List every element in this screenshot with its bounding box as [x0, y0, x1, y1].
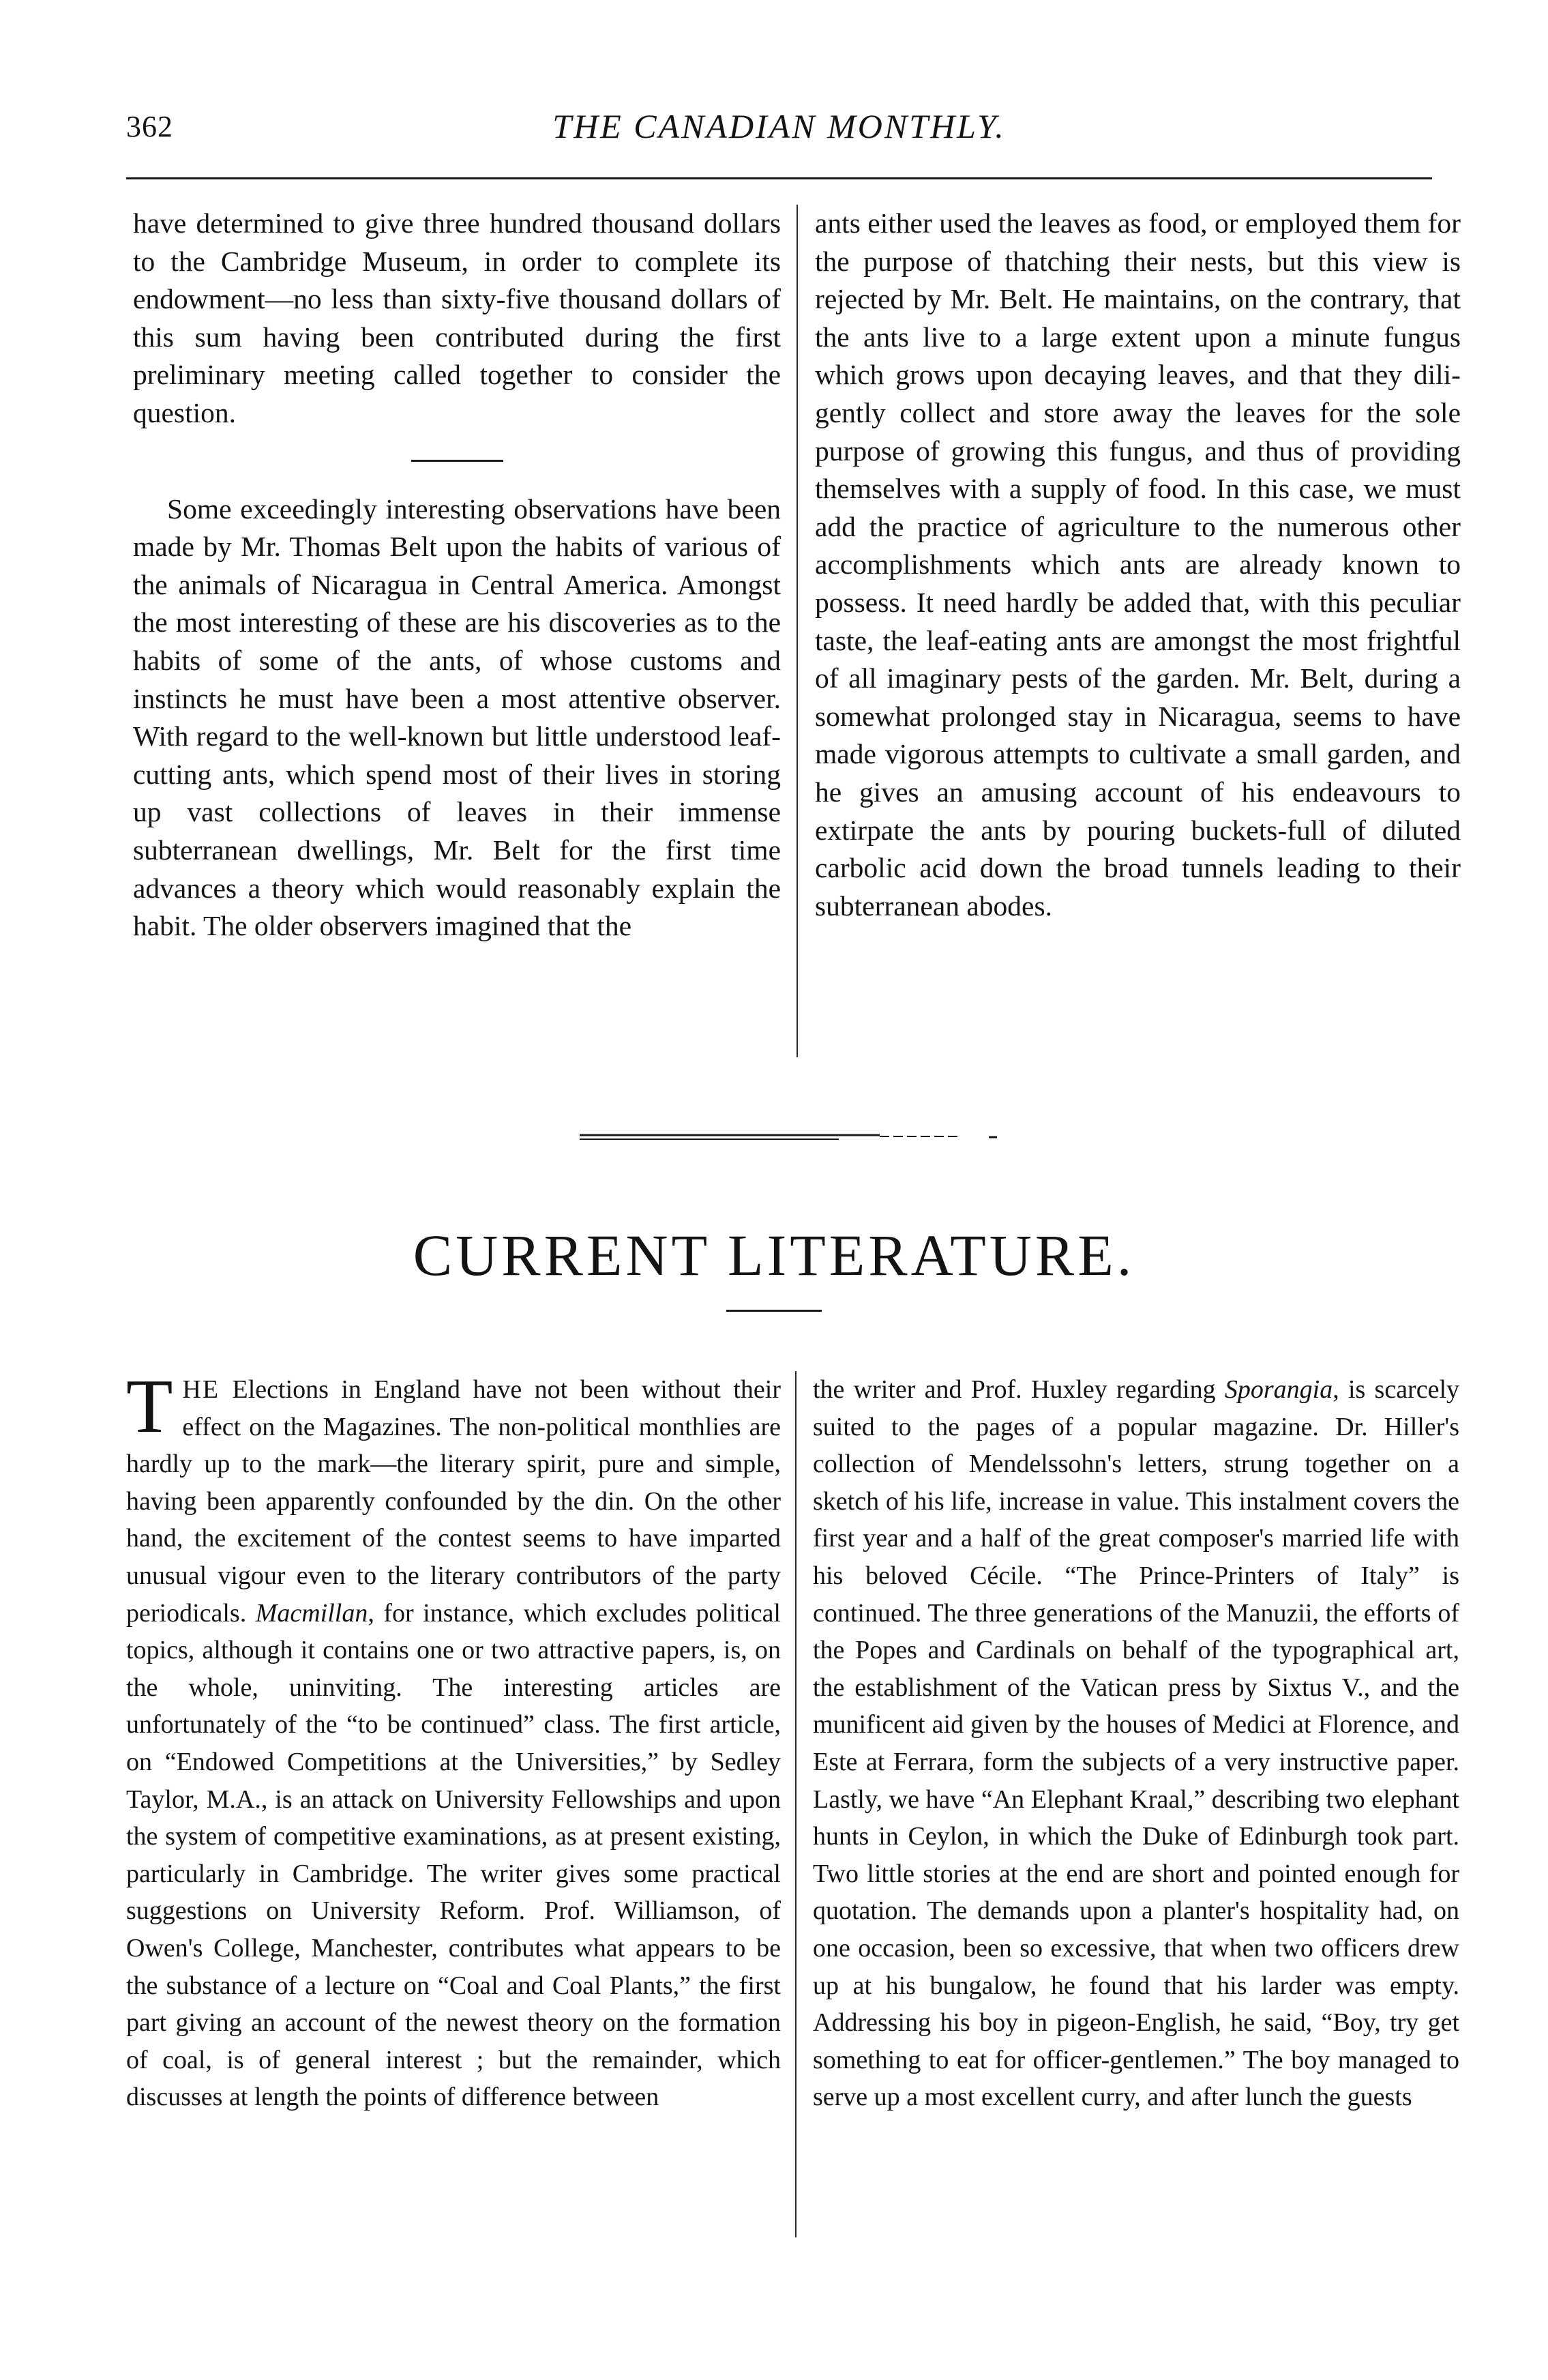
header-rule [126, 177, 1432, 179]
page-number: 362 [126, 110, 173, 143]
macmillan-title: Macmillan [255, 1598, 368, 1628]
huxley-paragraph [813, 1371, 1459, 2116]
bottom-left-column [126, 1364, 781, 2116]
paragraph-separator-rule [411, 460, 503, 462]
elections-paragraph [126, 1364, 781, 2116]
drop-cap: T [126, 1364, 173, 1449]
running-head [126, 102, 1432, 150]
bottom-right-column [813, 1371, 1459, 2116]
top-column-divider [797, 205, 798, 1057]
elections-text-b: , for instance, which excludes political topics, although it contains one or two attractive papers, is, on the whole, uninviting. The interesting articles are unfortunately of the “to be continued” class. The first article, on “Endowed Competitions at the Universities,” by Sedley Taylor, M.A., is an attack on University Fellowships and upon the system of competitive examinations, as at present existing, particularly in Cambridge. The writer gives some practical suggestions on University Reform. Prof. Williamson, of Owen's College, Manchester, contributes what appears to be the substance of a lecture on “Coal and Coal Plants,” the first part giving an account of the newest theory on the formation of coal, is of general interest ; but the remainder, which discusses at length the points of difference between [126, 1598, 781, 2112]
ornamental-rule [580, 1131, 1016, 1145]
top-left-column [133, 205, 781, 945]
section-title-rule [726, 1310, 822, 1312]
bottom-column-divider [795, 1371, 797, 2237]
drop-cap-lead: HE [182, 1375, 220, 1404]
top-right-column [815, 205, 1461, 925]
huxley-text-b: , is scarcely suited to the pages of a popular magazine. Dr. Hiller's collection of Mendelssohn's letters, strung together on a sketch of his life, increase in value. This instalment covers the first year and a half of the great composer's married life with his beloved Cécile. “The Prince-Printers of Italy” is continued. The three generations of the Manuzii, the efforts of the Popes and Cardinals on behalf of the typographical art, the establishment of the Vatican press by Sixtus V., and the munificent aid given by the houses of Medici at Florence, and Este at Ferrara, form the subjects of a very instructive paper. Lastly, we have “An Elephant Kraal,” describing two elephant hunts in Ceylon, in which the Duke of Edinburgh took part. Two little stories at the end are short and pointed enough for quotation. The demands upon a planter's hospitality had, on one occasion, been so excessive, that when two officers drew up at his bungalow, he found that his larder was empty. Addressing his boy in pigeon-English, he said, “Boy, try get something to eat for officer-gentlemen.” The boy managed to serve up a most excellent curry, and after lunch the guests [813, 1375, 1460, 2112]
journal-title: THE CANADIAN MONTHLY. [552, 107, 1006, 145]
museum-paragraph: have determined to give three hundred thousand dollars to the Cambridge Museum, in order to complete its endowment—no less than sixty-five thousand dollars of this sum having been contributed during the first preliminary meeting called together to consider the question. [133, 207, 781, 428]
belt-paragraph: Some exceedingly interesting observations have been made by Mr. Thomas Belt upon the habits of various of the animals of Nicaragua in Central America. Amongst the most interesting of these are his discoveries as to the habits of some of the ants, of whose customs and instincts he must have been a most attentive observer. With regard to the well-known but little understood leaf-cutting ants, which spend most of their lives in storing up vast collections of leaves in their immense subterranean dwellings, Mr. Belt for the first time advances a theory which would reasonably explain the habit. The older observers imagined that the [133, 493, 781, 942]
elections-text-a: Elections in England have not been without their effect on the Magazines. The non-political monthlies are hardly up to the mark—the literary spirit, pure and simple, having been apparently confounded by the din. On the other hand, the excitement of the contest seems to have imparted unusual vigour even to the literary contributors of the party periodicals. [126, 1375, 781, 1628]
ants-paragraph: ants either used the leaves as food, or employed them for the purpose of thatching their nests, but this view is rejected by Mr. Belt. He maintains, on the contrary, that the ants live to a large extent upon a minute fungus which grows upon decaying leaves, and that they diligently collect and store away the leaves for the sole purpose of growing this fungus, and thus of providing themselves with a supply of food. In this case, we must add the practice of agriculture to the numerous other accomplishments which ants are already known to possess. It need hardly be added that, with this peculiar taste, the leaf-eating ants are amongst the most frightful of all imaginary pests of the garden. Mr. Belt, during a somewhat prolonged stay in Nicaragua, seems to have made vigorous attempts to cultivate a small garden, and he gives an amusing account of his endeavours to extirpate the ants by pouring buckets-full of diluted carbolic acid down the broad tunnels leading to their subterranean abodes. [815, 207, 1461, 922]
huxley-text-a: the writer and Prof. Huxley regarding [813, 1375, 1225, 1404]
section-title: CURRENT LITERATURE. [413, 1222, 1135, 1288]
sporangia-term: Sporangia [1224, 1375, 1333, 1404]
